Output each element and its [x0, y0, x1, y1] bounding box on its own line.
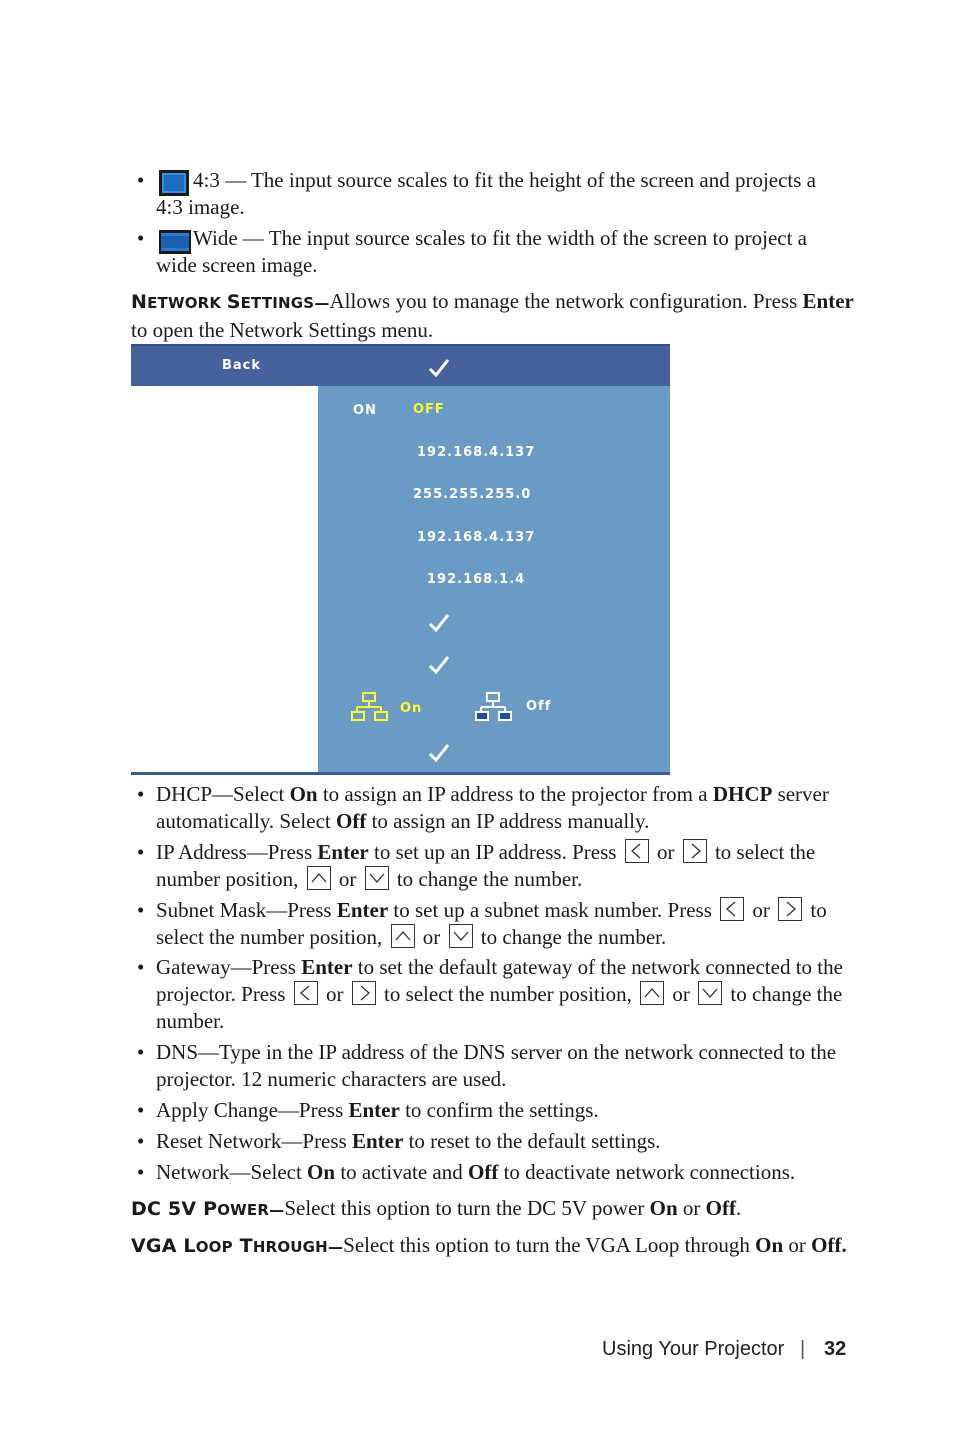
- bullet-dot: •: [137, 898, 145, 922]
- enter-key-label: Enter: [802, 289, 854, 313]
- up-arrow-icon: [640, 981, 664, 1005]
- page-footer: [602, 1338, 784, 1361]
- right-arrow-icon: [778, 897, 802, 921]
- bullet-dot: •: [137, 226, 145, 250]
- dc5v-power-paragraph: DC 5V POWER—Select this option to turn the DC 5V power On or Off.: [131, 1196, 742, 1220]
- down-arrow-icon: [365, 866, 389, 890]
- footer-separator: |: [800, 1338, 806, 1360]
- section-heading: DC 5V POWER—: [131, 1198, 285, 1220]
- down-arrow-icon: [449, 924, 473, 948]
- bullet-text-cont: wide screen image.: [156, 253, 318, 277]
- section-heading: NETWORK SETTINGS—: [131, 291, 330, 313]
- left-arrow-icon: [720, 897, 744, 921]
- up-arrow-icon: [391, 924, 415, 948]
- bullet-text-cont: 4:3 image.: [156, 195, 245, 219]
- check-icon: [428, 358, 450, 378]
- network-settings-paragraph: [131, 288, 871, 344]
- up-arrow-icon: [307, 866, 331, 890]
- bullet-text: 4:3 — The input source scales to fit the height of the screen and projects a: [193, 168, 817, 192]
- footer-section-title: Using Your Projector: [602, 1338, 785, 1360]
- left-arrow-icon: [625, 839, 649, 863]
- back-label: Back: [222, 358, 262, 373]
- paragraph-text-cont: to open the Network Settings menu.: [131, 318, 434, 342]
- right-arrow-icon: [352, 981, 376, 1005]
- network-off-value: Off: [526, 699, 552, 714]
- network-settings-menu: [131, 344, 670, 775]
- aspect-4-3-icon: [158, 169, 190, 197]
- paragraph-text: Allows you to manage the network configuration. Press: [329, 289, 803, 313]
- bullet-dot: •: [137, 840, 145, 864]
- page-number: 32: [824, 1338, 847, 1360]
- right-arrow-icon: [683, 839, 707, 863]
- ip-address-value: 192.168.4.137: [417, 445, 536, 460]
- vga-loop-through-paragraph: VGA LOOP THROUGH—Select this option to turn the VGA Loop through On or Off.: [131, 1233, 847, 1257]
- section-heading: VGA LOOP THROUGH—: [131, 1235, 344, 1257]
- menu-values-panel: [318, 386, 670, 772]
- menu-header: [131, 344, 670, 388]
- left-arrow-icon: [294, 981, 318, 1005]
- bullet-dot: •: [137, 1129, 145, 1153]
- bullet-text: Wide — The input source scales to fit the width of the screen to project a: [193, 226, 807, 250]
- bullet-dot: •: [137, 1098, 145, 1122]
- bullet-dot: •: [137, 782, 145, 806]
- gateway-value: 192.168.4.137: [417, 530, 536, 545]
- down-arrow-icon: [698, 981, 722, 1005]
- check-icon: [428, 743, 450, 763]
- dhcp-off-value: OFF: [413, 402, 445, 417]
- menu-bottom-border: [131, 772, 670, 775]
- menu-labels-panel: [131, 386, 318, 772]
- dns-value: 192.168.1.4: [427, 572, 526, 587]
- check-icon: [428, 655, 450, 675]
- bullet-dot: •: [137, 1160, 145, 1184]
- check-icon: [428, 613, 450, 633]
- subnet-mask-value: 255.255.255.0: [413, 487, 532, 502]
- bullet-dot: •: [137, 955, 145, 979]
- network-on-value: On: [400, 701, 423, 716]
- network-off-icon: [475, 691, 513, 723]
- network-on-icon: [351, 691, 389, 723]
- bullet-dot: •: [137, 1040, 145, 1064]
- dhcp-on-value: ON: [353, 403, 377, 418]
- bullet-dot: •: [137, 168, 145, 192]
